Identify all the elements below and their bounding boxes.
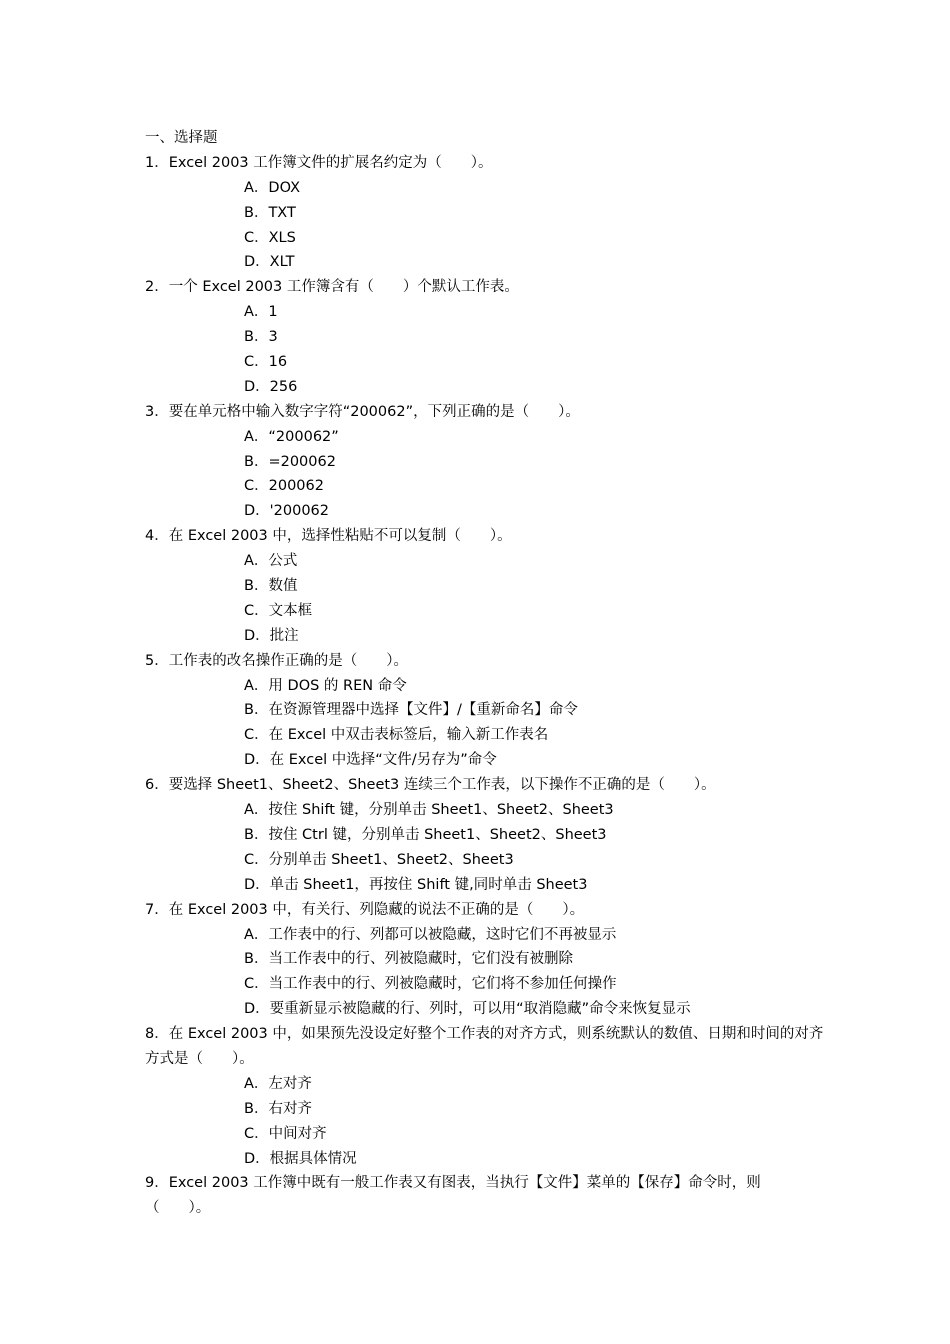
option-b: B．右对齐 xyxy=(244,1100,312,1117)
question-2 xyxy=(145,275,825,399)
option-a: A．用 DOS 的 REN 命令 xyxy=(244,677,407,694)
option-a: A．“200062” xyxy=(244,428,339,445)
option-b: B．按住 Ctrl 键，分别单击 Sheet1、Sheet2、Sheet3 xyxy=(244,826,607,843)
option-a: A．工作表中的行、列都可以被隐藏，这时它们不再被显示 xyxy=(244,926,617,943)
option-c: C．200062 xyxy=(244,478,324,495)
option-b: B．数值 xyxy=(244,578,298,595)
option-d: D．要重新显示被隐藏的行、列时，可以用“取消隐藏”命令来恢复显示 xyxy=(244,1001,691,1018)
option-d: D．批注 xyxy=(244,627,299,644)
question-7 xyxy=(145,898,825,1022)
option-a: A．按住 Shift 键，分别单击 Sheet1、Sheet2、Sheet3 xyxy=(244,802,614,819)
question-text: 4．在 Excel 2003 中，选择性粘贴不可以复制（ ）。 xyxy=(145,528,512,545)
option-d: D．256 xyxy=(244,378,298,395)
question-text: 6．要选择 Sheet1、Sheet2、Sheet3 连续三个工作表，以下操作不正确的是（ ）。 xyxy=(145,777,716,794)
option-c: C．文本框 xyxy=(244,602,313,619)
option-b: B．在资源管理器中选择【文件】/【重新命名】命令 xyxy=(244,702,578,719)
option-b: B．=200062 xyxy=(244,453,336,470)
option-d: D．'200062 xyxy=(244,503,330,520)
option-a: A．DOX xyxy=(244,179,301,196)
question-text: 7．在 Excel 2003 中，有关行、列隐藏的说法不正确的是（ ）。 xyxy=(145,901,585,918)
question-text: 8．在 Excel 2003 中，如果预先没设定好整个工作表的对齐方式，则系统默认的数值、日期和时间的对齐方式是（ ）。 xyxy=(145,1026,824,1067)
document-body xyxy=(145,126,825,1221)
option-c: C．在 Excel 中双击表标签后，输入新工作表名 xyxy=(244,727,549,744)
option-d: D．在 Excel 中选择“文件/另存为”命令 xyxy=(244,752,497,769)
option-b: B．当工作表中的行、列被隐藏时，它们没有被删除 xyxy=(244,951,573,968)
question-3 xyxy=(145,400,825,524)
question-text: 5．工作表的改名操作正确的是（ ）。 xyxy=(145,652,408,669)
option-d: D．XLT xyxy=(244,254,295,271)
option-b: B．3 xyxy=(244,329,278,346)
option-c: C．分别单击 Sheet1、Sheet2、Sheet3 xyxy=(244,851,514,868)
question-text: 9．Excel 2003 工作簿中既有一般工作表又有图表，当执行【文件】菜单的【保存】命令时，则（ ）。 xyxy=(145,1175,761,1217)
question-1 xyxy=(145,151,825,275)
question-5 xyxy=(145,649,825,773)
option-d: D．根据具体情况 xyxy=(244,1150,357,1167)
question-text: 1．Excel 2003 工作簿文件的扩展名约定为（ ）。 xyxy=(145,154,493,171)
question-6 xyxy=(145,773,825,897)
option-d: D．单击 Sheet1，再按住 Shift 键,同时单击 Sheet3 xyxy=(244,876,588,893)
option-a: A．1 xyxy=(244,304,278,321)
option-b: B．TXT xyxy=(244,204,296,221)
option-c: C．当工作表中的行、列被隐藏时，它们将不参加任何操作 xyxy=(244,976,617,993)
question-8 xyxy=(145,1022,825,1171)
option-a: A．左对齐 xyxy=(244,1075,312,1092)
question-text: 2．一个 Excel 2003 工作簿含有（ ）个默认工作表。 xyxy=(145,279,519,296)
question-9 xyxy=(145,1171,825,1221)
question-text: 3．要在单元格中输入数字字符“200062”，下列正确的是（ ）。 xyxy=(145,403,580,420)
section-title: 一、选择题 xyxy=(145,130,218,146)
option-a: A．公式 xyxy=(244,553,298,570)
option-c: C．XLS xyxy=(244,229,296,246)
question-4 xyxy=(145,524,825,648)
option-c: C．16 xyxy=(244,354,288,371)
option-c: C．中间对齐 xyxy=(244,1125,327,1142)
